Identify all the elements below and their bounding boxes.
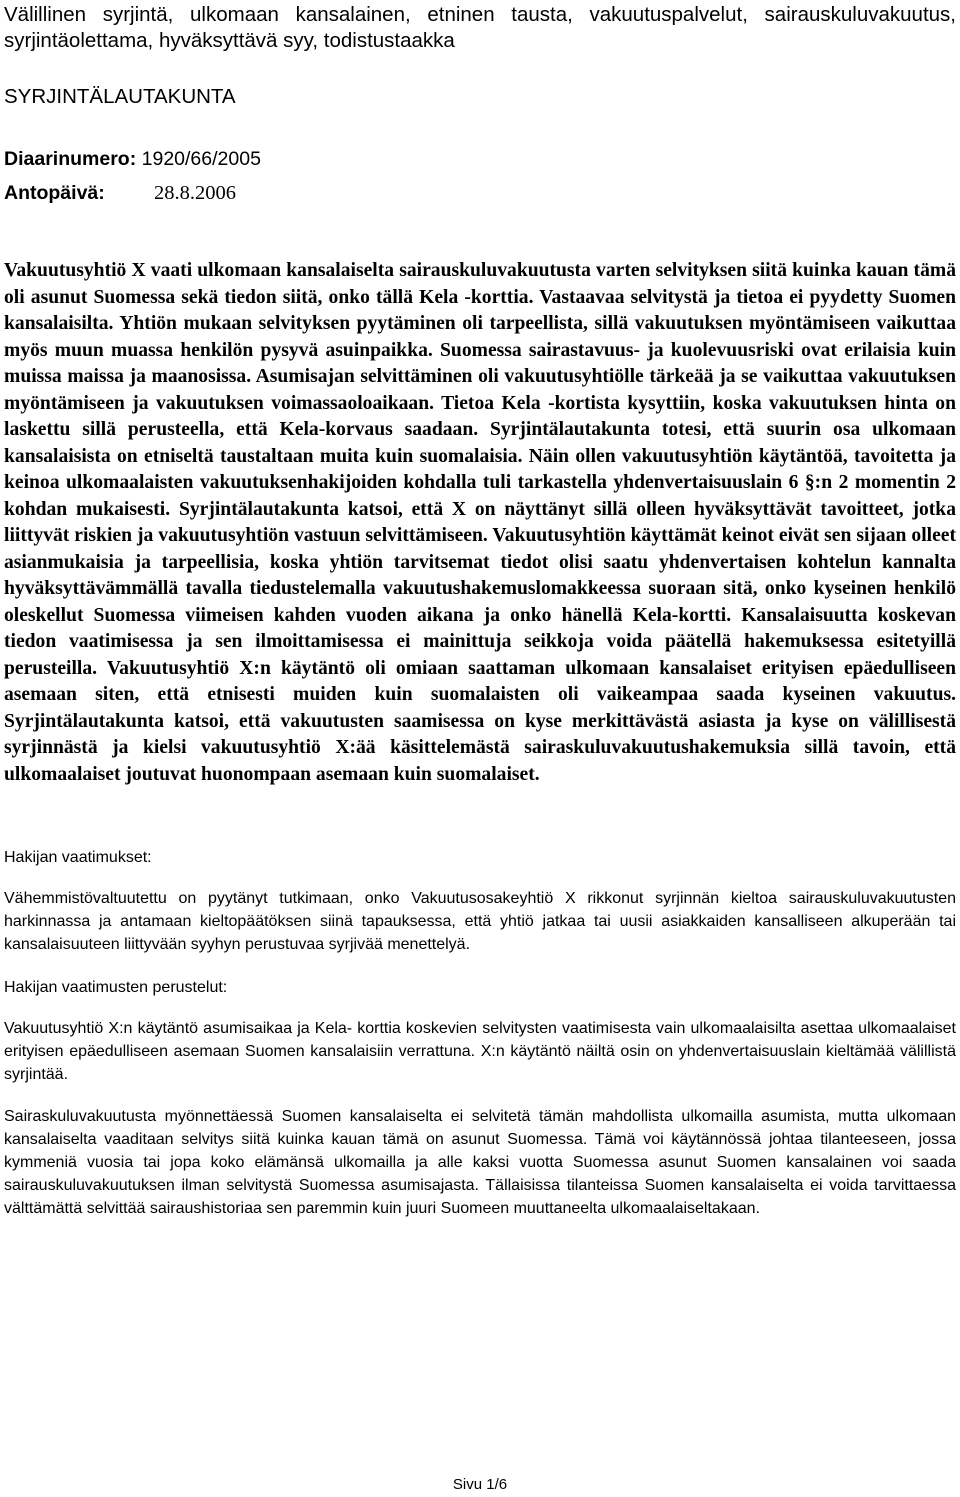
board-name: SYRJINTÄLAUTAKUNTA xyxy=(4,85,236,108)
case-number-value: 1920/66/2005 xyxy=(141,148,261,170)
decision-summary: Vakuutusyhtiö X vaati ulkomaan kansalaiselta sairauskuluvakuutusta varten selvityksen siitä kuinka kauan tämä oli asunut Suomessa sekä tiedon siitä, onko tällä Kela -korttia. Vastaavaa selvitystä ja tietoa ei pyydetty Suomen kansalaisilta. Yhtiön mukaan selvityksen pyytäminen oli tarpeellista, sillä vakuutuksen myöntämiseen vaikuttaa myös muun muassa henkilön pysyvä asuinpaikka. Suomessa sairastavuus- ja kuolevuusriski ovat erilaisia kuin muissa maissa ja maanosissa. Asumisajan selvittäminen oli vakuutusyhtiölle tärkeää ja se vaikuttaa vakuutuksen myöntämiseen ja vakuutuksen voimassaoloaikaan. Tietoa Kela -kortista kysyttiin, koska vakuutuksen hinta on laskettu sillä perusteella, että Kela-korvaus saadaan. Syrjintälautakunta totesi, että suurin osa ulkomaan kansalaisista on etniseltä taustaltaan muita kuin suomalaisia. Näin ollen vakuutusyhtiön käytäntöä, tavoitetta ja keinoa ulkomaalaisten vakuutuksenhakijoiden kohdalla tuli tarkastella yhdenvertaisuuslain 6 §:n 2 momentin 2 kohdan mukaisesti. Syrjintälautakunta katsoi, että X on näyttänyt sillä olleen hyväksyttävät tavoitteet, jotka liittyvät riskien ja vakuutusyhtiön vastuun selvittämiseen. Vakuutusyhtiön käyttämät keinot eivät sen sijaan olleet asianmukaisia ja tarpeellisia, koska yhtiön tarvitsemat tiedot olisi saatu yhdenvertaisen kohtelun kannalta hyväksyttävämmällä tavalla tiedustelemalla vakuutushakemuslomakkeessa suoraan sitä, onko kyseinen henkilö oleskellut Suomessa viimeisen kahden vuoden aikana ja onko hänellä Kela-kortti. Kansalaisuutta koskevan tiedon vaatimisessa ja sen ilmoittamisessa ei mainittuja seikkoja voida päätellä hakemuksessa esitetyillä perusteilla. Vakuutusyhtiö X:n käytäntö oli omiaan saattaman ulkomaan kansalaiset erityisen epäedulliseen asemaan siten, että etnisesti muiden kuin suomalaisten oli vaikeampaa saada kyseinen vakuutus. Syrjintälautakunta katsoi, että vakuutusten saamisessa on kyse merkittävästä asiasta ja kyse on välillisestä syrjinnästä ja kielsi vakuutusyhtiö X:ää käsittelemästä sairaskuluvakuutushakemuksia sillä tavoin, että ulkomaalaiset joutuvat huonompaan asemaan kuin suomalaiset. xyxy=(4,260,956,785)
keywords-line: Välillinen syrjintä, ulkomaan kansalainen, etninen tausta, vakuutuspalvelut, sairauskuluvakuutus, syrjintäolettama, hyväksyttävä syy, todistustaakka xyxy=(4,3,956,52)
document-page xyxy=(4,0,956,1220)
claims-heading: Hakijan vaatimukset: xyxy=(4,849,152,866)
grounds-paragraph-1: Vakuutusyhtiö X:n käytäntö asumisaikaa ja Kela- korttia koskevien selvitysten vaatimisesta vain ulkomaalaisilta asettaa ulkomaalaiset erityisen epäedulliseen asemaan Suomen kansalaisiin verrattuna. X:n käytäntö näiltä osin on yhdenvertaisuuslain kieltämää välillistä syrjintää. xyxy=(4,1020,956,1083)
case-number-label: Diaarinumero: xyxy=(4,148,137,170)
grounds-heading: Hakijan vaatimusten perustelut: xyxy=(4,979,228,996)
claims-paragraph: Vähemmistövaltuutettu on pyytänyt tutkimaan, onko Vakuutusosakeyhtiö X rikkonut syrjinnän kieltoa sairauskuluvakuutusten harkinnassa ja antamaan kieltopäätöksen siinä tapauksessa, että yhtiö jatkaa tai uusii asiakkaiden kansalliseen alkuperään tai kansalaisuuteen liittyvään syyhyn perustuvaa syrjivää menettelyä. xyxy=(4,890,956,953)
case-number-row xyxy=(4,142,956,176)
date-label: Antopäivä: xyxy=(4,182,105,204)
date-row xyxy=(4,176,956,210)
page-number: Sivu 1/6 xyxy=(452,1476,508,1493)
date-value: 28.8.2006 xyxy=(154,182,236,204)
grounds-paragraph-2: Sairaskuluvakuutusta myönnettäessä Suomen kansalaiselta ei selvitetä tämän mahdollista ulkomailla asumista, mutta ulkomaan kansalaiselta vaaditaan selvitys siitä kuinka kauan tämä on asunut Suomessa. Tämä voi käytännössä johtaa tilanteeseen, jossa kymmeniä vuosia tai jopa koko elämänsä ulkomailla ja alle kaksi vuotta Suomessa asunut Suomen kansalainen voi saada sairauskuluvakuutuksen ilman selvitystä Suomessa asumisajasta. Tällaisissa tilanteissa Suomen kansalaiselta ei voida tarvittaessa välttämättä selvittää sairaushistoriaa sen paremmin kuin juuri Suomeen muuttaneelta ulkomaalaiseltakaan. xyxy=(4,1108,956,1217)
case-metadata xyxy=(4,142,956,210)
